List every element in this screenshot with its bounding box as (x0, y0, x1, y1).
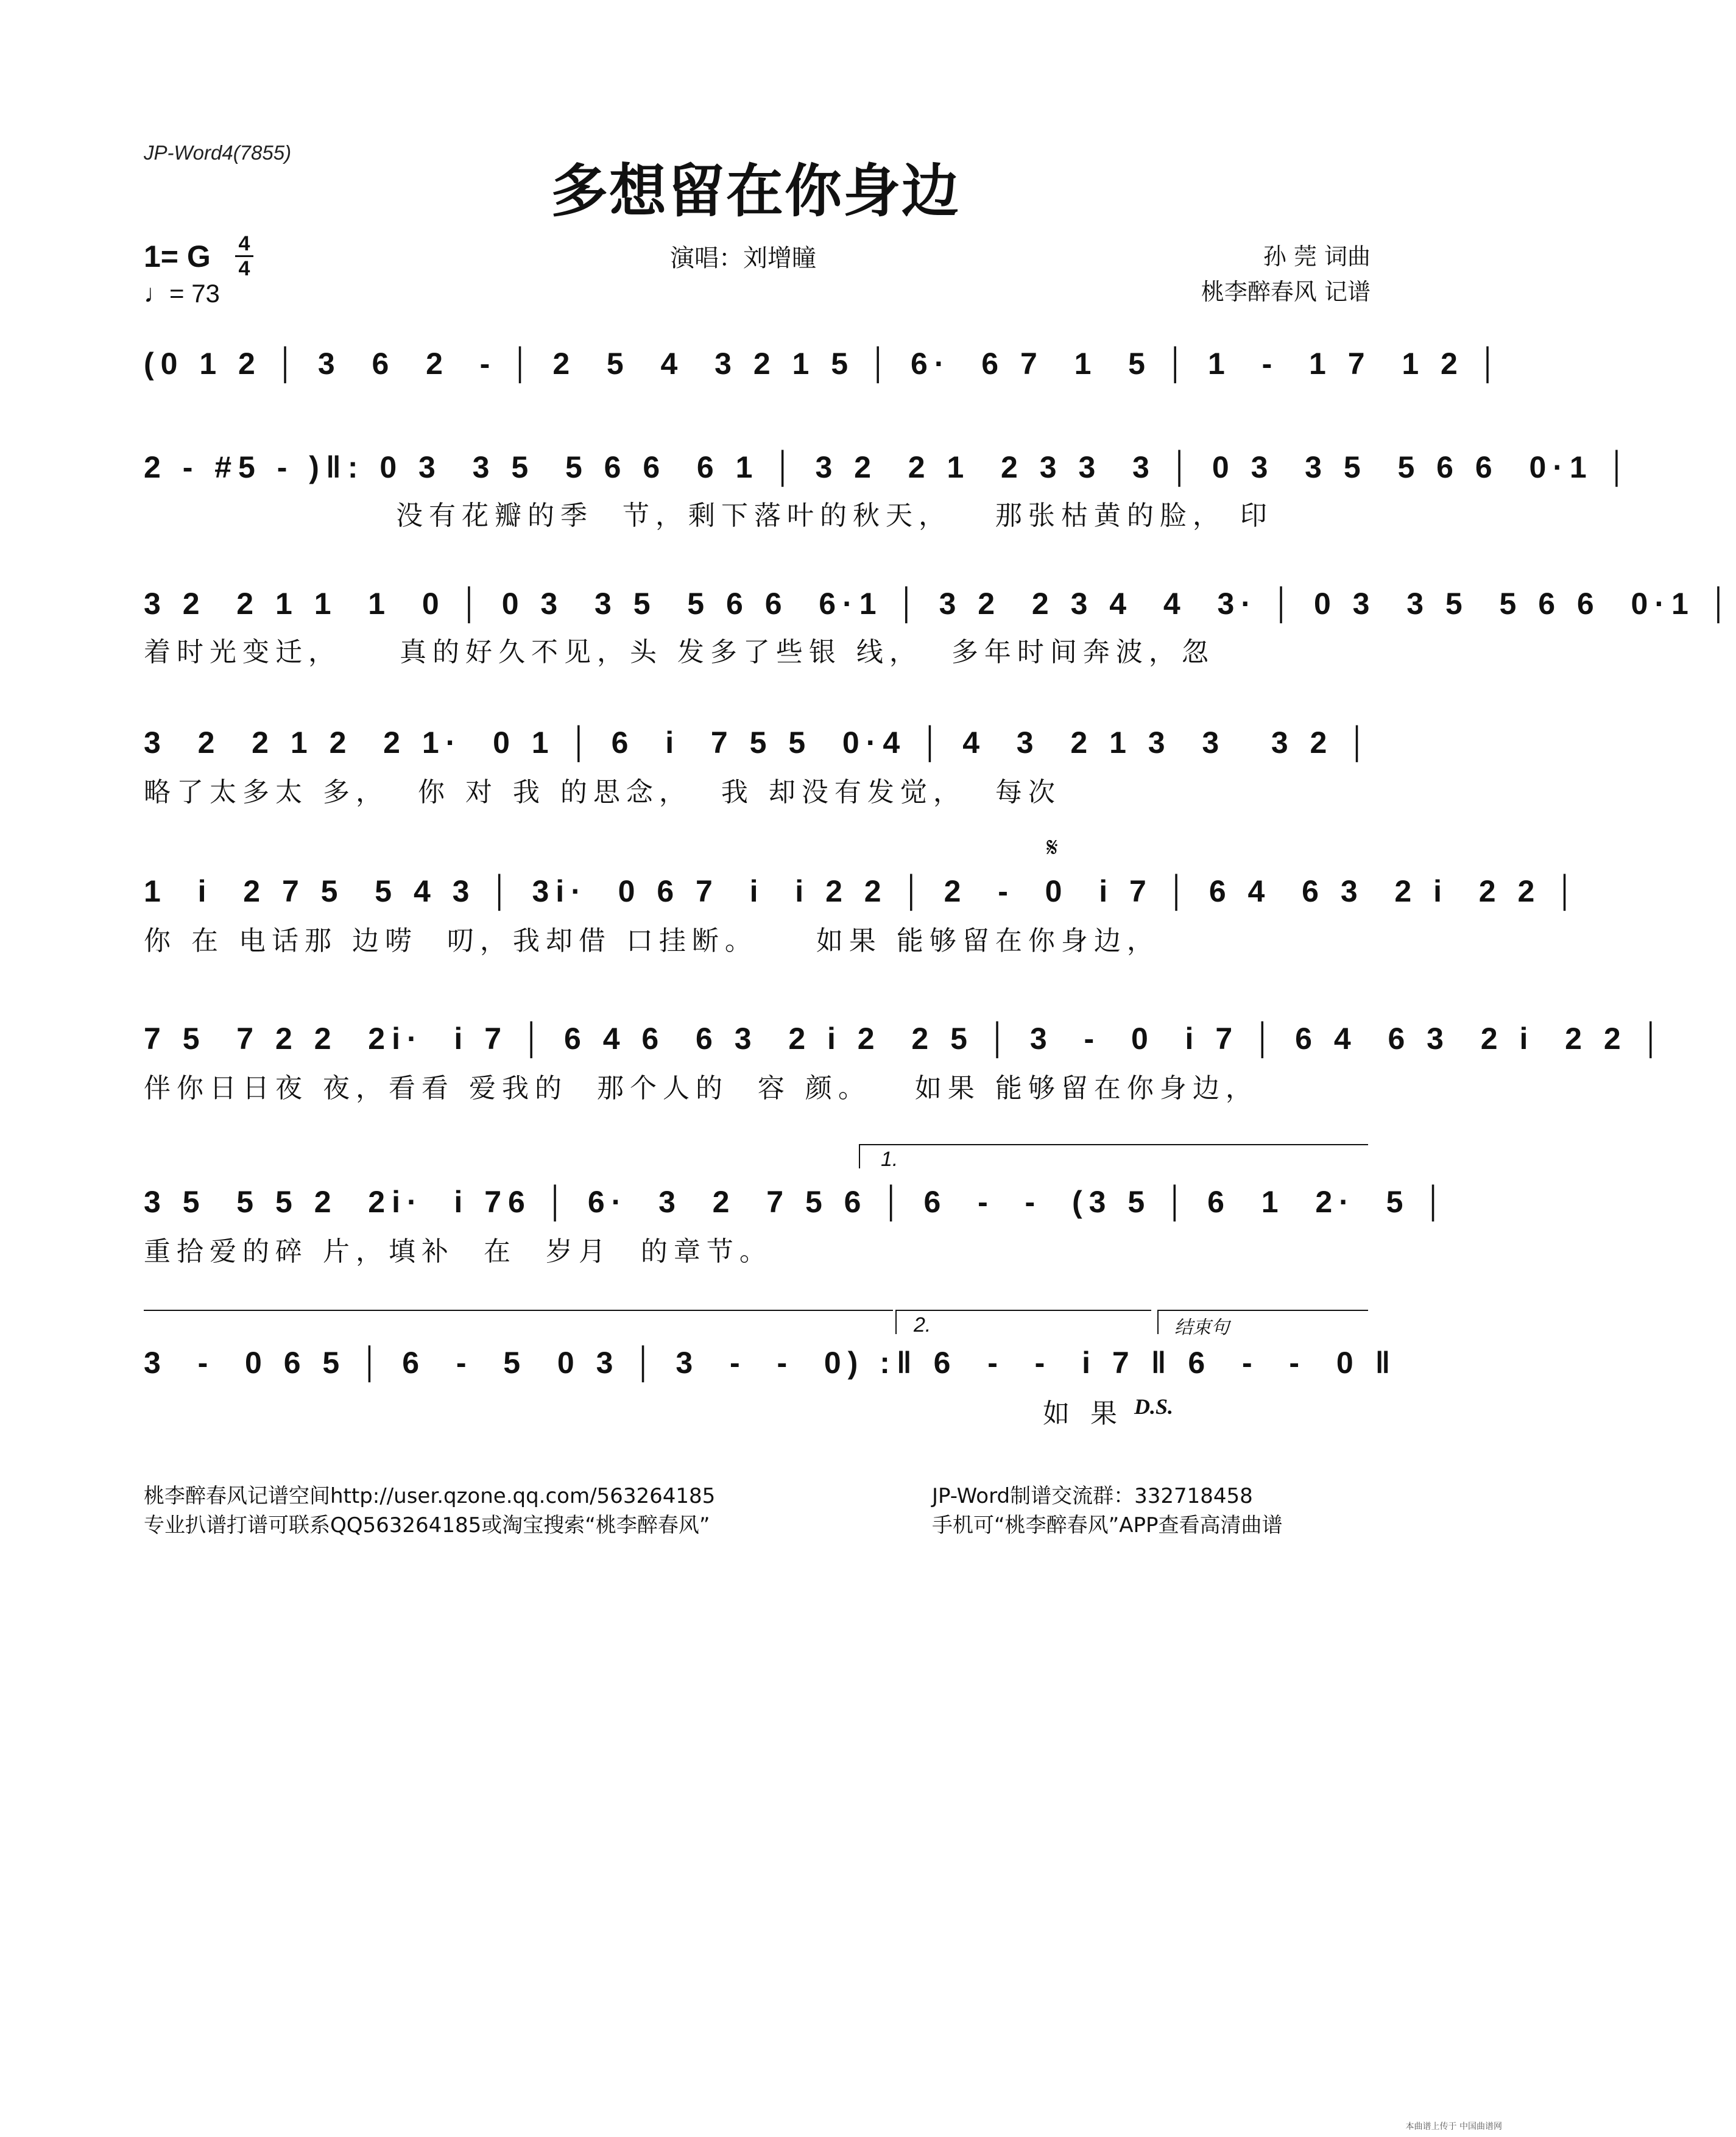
volta-1-hook (859, 1144, 860, 1168)
key-signature: 1= G (144, 239, 211, 274)
lyricist-credit: 孙 莞 词曲 (1263, 243, 1371, 270)
volta-1-bracket (859, 1144, 1368, 1145)
lyrics-line-3: 着时光变迁， 真的好久不见，头 发多了些银 线， 多年时间奔波，忽 (144, 637, 1215, 668)
time-bottom: 4 (238, 257, 250, 280)
ds-mark: D.S. (1134, 1394, 1174, 1419)
volta-1-label: 1. (881, 1148, 898, 1171)
singer-credit: 演唱：刘增瞳 (670, 244, 816, 272)
volta-2-bracket (895, 1310, 1151, 1311)
credits (1005, 239, 1371, 309)
footer-contact: 专业扒谱打谱可联系QQ563264185或淘宝搜索“桃李醉春风” (144, 1513, 710, 1538)
score-line-5: 1 i 2 7 5 5 4 3 │ 3i· 0 6 7 i i 2 2 │ 2 - 0 i 7 │ 6 4 6 3 2 i 2 2 │ (144, 874, 1583, 908)
lyrics-line-8: 如 果 (1043, 1398, 1123, 1429)
score-line-3: 3 2 2 1 1 1 0 │ 0 3 3 5 5 6 6 6·1 │ 3 2 2 3 4 4 3· │ 0 3 3 5 5 6 6 0·1 │ (144, 587, 1736, 621)
lyrics-line-5: 你 在 电话那 边唠 叨，我却借 口挂断。 如果 能够留在你身边， (144, 925, 1160, 956)
footer-space-link: 桃李醉春风记谱空间http://user.qzone.qq.com/563264185 (144, 1484, 716, 1508)
score-line-7: 3 5 5 5 2 2i· i 76 │ 6· 3 2 7 5 6 │ 6 - - (3 5 │ 6 1 2· 5 │ (144, 1185, 1451, 1219)
segno-sign: 𝄋 (1046, 832, 1058, 863)
score-line-1: (0 1 2 │ 3 6 2 - │ 2 5 4 3 2 1 5 │ 6· 6 7 1 5 │ 1 - 1 7 1 2 │ (144, 347, 1505, 381)
ending-hook (1157, 1310, 1159, 1334)
software-label: JP-Word4(7855) (144, 141, 292, 164)
tempo-mark: ♩= 73 (144, 279, 220, 308)
upload-stamp: 本曲谱上传于 中国曲谱网 (1405, 2122, 1502, 2132)
score-line-4: 3 2 2 1 2 2 1· 0 1 │ 6 i 7 5 5 0·4 │ 4 3 2 1 3 3 3 2 │ (144, 726, 1375, 760)
transcriber-credit: 桃李醉春风 记谱 (1201, 278, 1371, 305)
time-top: 4 (238, 232, 250, 255)
lyrics-line-6: 伴你日日夜 夜，看看 爱我的 那个人的 容 颜。 如果 能够留在你身边， (144, 1073, 1258, 1104)
time-signature (235, 233, 253, 280)
score-line-2: 2 - #5 - )‖: 0 3 3 5 5 6 6 6 1 │ 3 2 2 1 2 3 3 3 │ 0 3 3 5 5 6 6 0·1 │ (144, 450, 1634, 484)
lyrics-line-7: 重拾爱的碎 片，填补 在 岁月 的章节。 (144, 1236, 772, 1267)
lyrics-line-4: 略了太多太 多， 你 对 我 的思念， 我 却没有发觉， 每次 (144, 777, 1061, 808)
footer-app: 手机可“桃李醉春风”APP查看高清曲谱 (932, 1513, 1283, 1538)
score-line-6: 7 5 7 2 2 2i· i 7 │ 6 4 6 6 3 2 i 2 2 5 │ 3 - 0 i 7 │ 6 4 6 3 2 i 2 2 │ (144, 1022, 1668, 1056)
volta-2-hook (895, 1310, 897, 1334)
volta-2-label: 2. (914, 1313, 931, 1337)
ending-bracket (1157, 1310, 1368, 1311)
line-8-top-rule (144, 1310, 893, 1311)
lyrics-line-2: 没有花瓣的季 节，剩下落叶的秋天， 那张枯黄的脸， 印 (396, 500, 1273, 531)
ending-label: 结束句 (1174, 1318, 1229, 1338)
footer-left (144, 1482, 715, 1540)
footer-right (932, 1482, 1283, 1540)
song-title: 多想留在你身边 (550, 158, 960, 225)
score-line-8: 3 - 0 6 5 │ 6 - 5 0 3 │ 3 - - 0) :‖ 6 - - i 7 ‖ 6 - - 0 ‖ (144, 1346, 1397, 1380)
footer-group: JP-Word制谱交流群：332718458 (932, 1484, 1253, 1508)
